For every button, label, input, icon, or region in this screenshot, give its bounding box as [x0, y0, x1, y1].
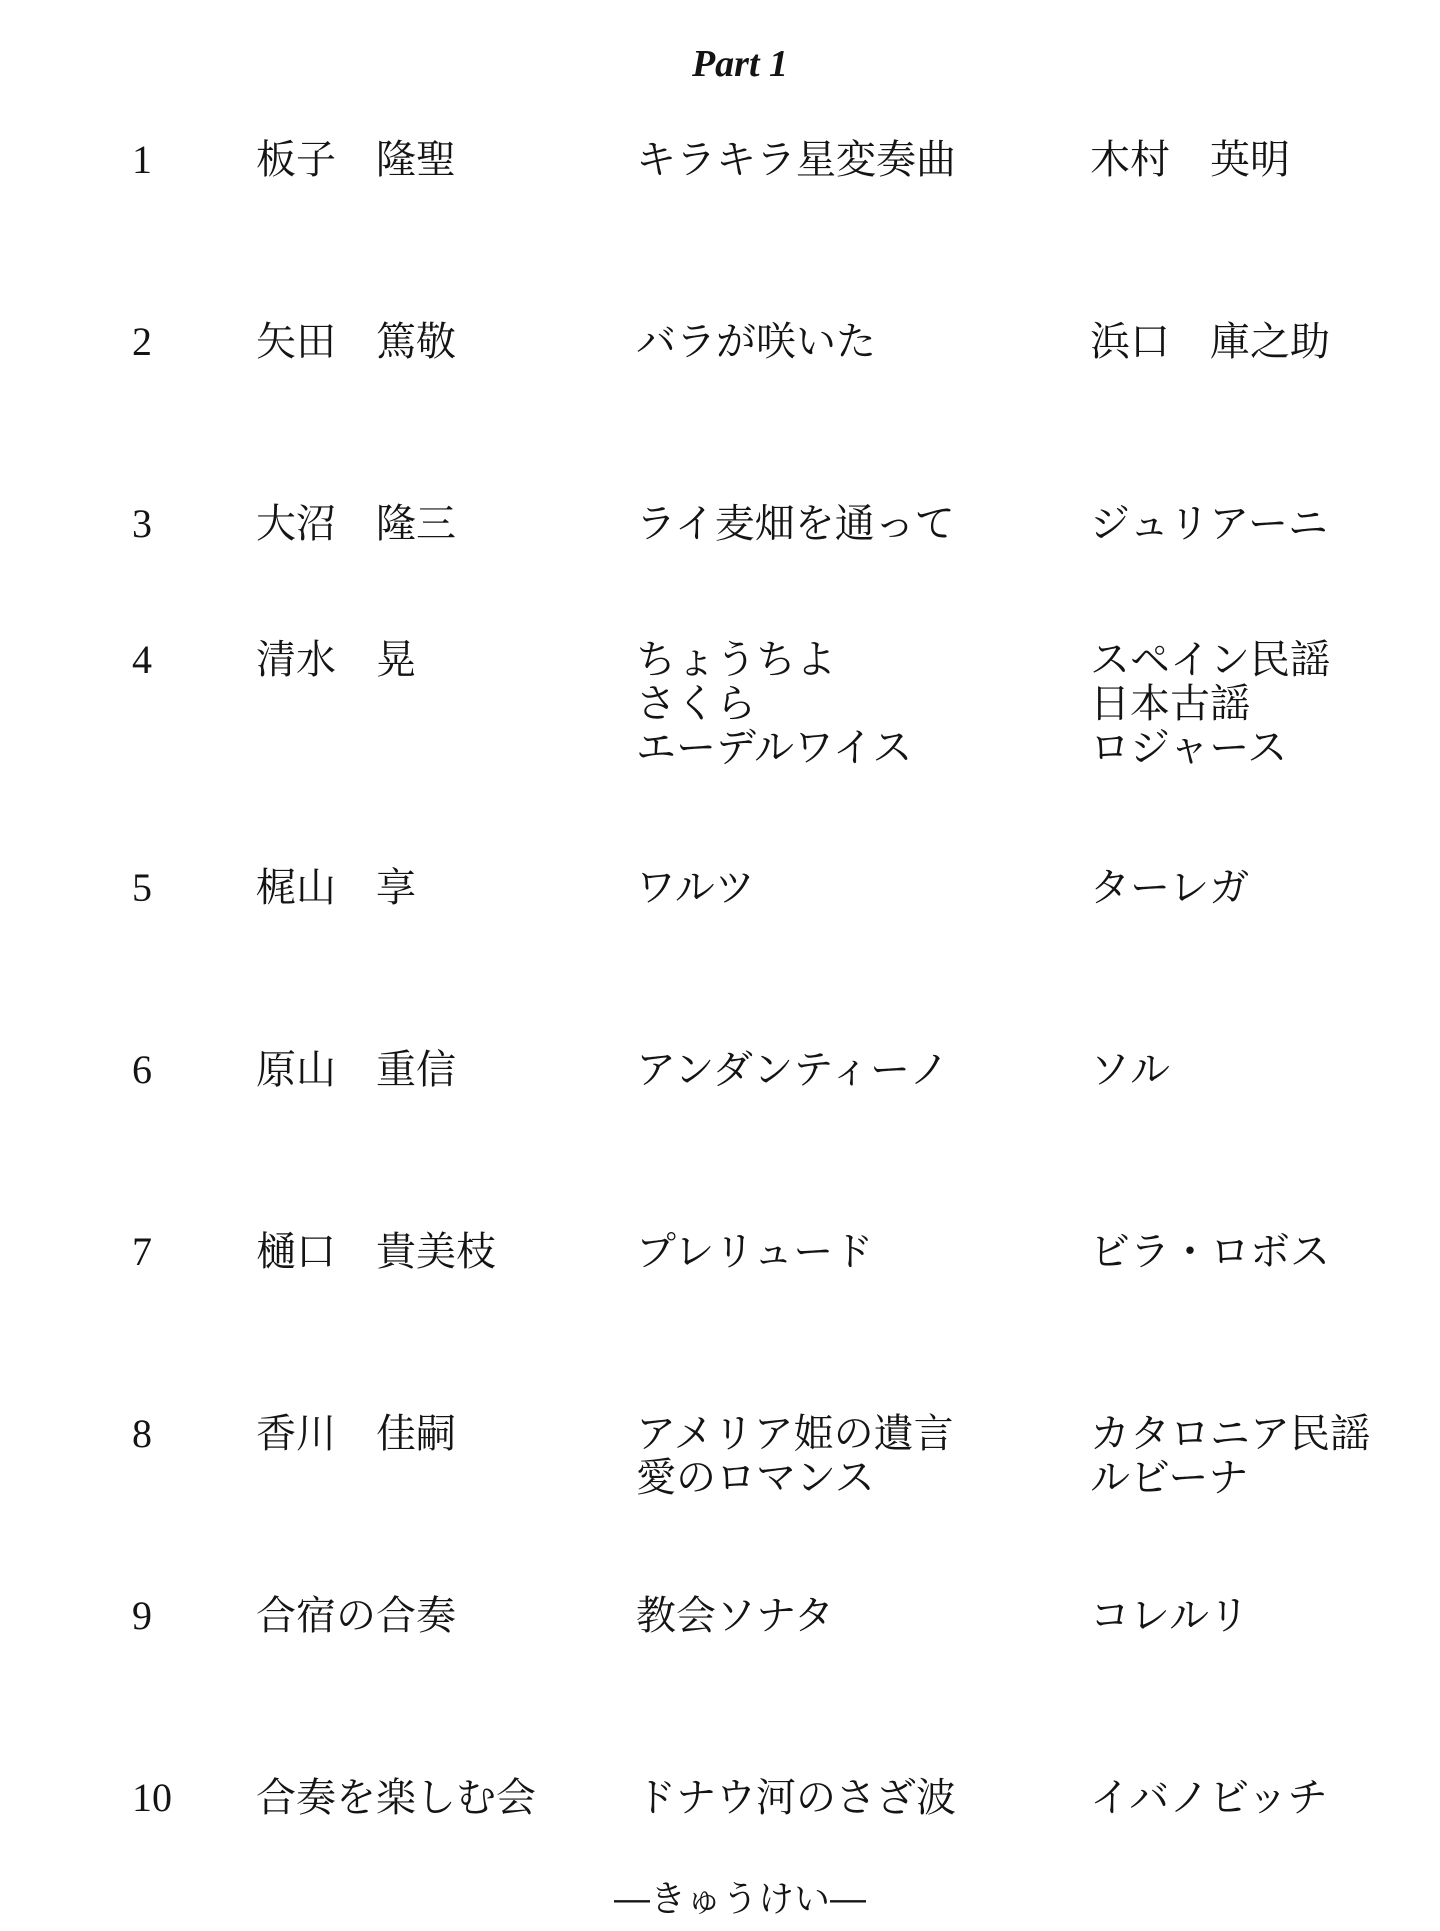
piece-title: ライ麦畑を通って: [636, 501, 955, 547]
piece-title: プレリュード: [636, 1229, 874, 1275]
piece-title: アンダンティーノ: [636, 1047, 950, 1093]
composer-name: イバノビッチ: [1090, 1775, 1328, 1821]
entry-number: 6: [132, 1047, 152, 1092]
piece-titles: [636, 1230, 873, 1274]
composer-names: [1090, 1412, 1370, 1500]
entry-number: 7: [132, 1229, 152, 1274]
piece-title: 教会ソナタ: [636, 1593, 834, 1639]
composer-names: [1090, 138, 1290, 182]
piece-title: キラキラ星変奏曲: [636, 137, 956, 183]
piece-titles: [636, 502, 955, 546]
entry-number: 5: [132, 865, 152, 910]
composer-names: [1090, 638, 1330, 770]
piece-titles: [636, 1594, 834, 1638]
piece-title: エーデルワイス: [636, 725, 913, 771]
composer-name: 浜口 庫之助: [1090, 319, 1330, 365]
piece-titles: [636, 1412, 954, 1500]
performer-name: 香川 佳嗣: [256, 1411, 456, 1457]
composer-names: [1090, 1594, 1249, 1638]
composer-name: ターレガ: [1090, 865, 1250, 911]
composer-name: 木村 英明: [1090, 137, 1290, 183]
composer-name: ジュリアーニ: [1090, 501, 1328, 547]
piece-titles: [636, 866, 755, 910]
entry-number: 4: [132, 637, 152, 682]
composer-name: ビラ・ロボス: [1090, 1229, 1330, 1275]
entry-number: 3: [132, 501, 152, 546]
composer-names: [1090, 502, 1328, 546]
piece-title: ドナウ河のさざ波: [636, 1775, 956, 1821]
piece-title: ワルツ: [636, 865, 755, 911]
entry-number: 10: [132, 1775, 172, 1820]
piece-title: アメリア姫の遺言: [636, 1411, 954, 1457]
piece-titles: [636, 638, 912, 770]
performer-name: 合奏を楽しむ会: [256, 1775, 536, 1821]
entry-number: 8: [132, 1411, 152, 1456]
intermission-label: ―きゅうけい―: [613, 1879, 866, 1920]
composer-names: [1090, 320, 1330, 364]
composer-name: ロジャース: [1090, 725, 1288, 771]
composer-names: [1090, 866, 1249, 910]
piece-titles: [636, 138, 956, 182]
entry-number: 1: [132, 137, 152, 182]
composer-names: [1090, 1048, 1170, 1092]
piece-title: バラが咲いた: [636, 319, 876, 365]
composer-name: ルビーナ: [1090, 1455, 1249, 1501]
performer-name: 矢田 篤敬: [256, 319, 456, 365]
composer-names: [1090, 1230, 1330, 1274]
entry-number: 9: [132, 1593, 152, 1638]
performer-name: 大沼 隆三: [256, 501, 456, 547]
composer-name: コレルリ: [1090, 1593, 1249, 1639]
composer-name: ソル: [1090, 1047, 1170, 1093]
piece-titles: [636, 1048, 949, 1092]
performer-name: 板子 隆聖: [256, 137, 456, 183]
piece-titles: [636, 1776, 956, 1820]
performer-name: 梶山 享: [256, 865, 416, 911]
piece-titles: [636, 320, 876, 364]
performer-name: 樋口 貴美枝: [256, 1229, 496, 1275]
composer-name: カタロニア民謡: [1090, 1411, 1370, 1457]
entry-number: 2: [132, 319, 152, 364]
performer-name: 清水 晃: [256, 637, 416, 683]
page-title: Part 1: [691, 43, 789, 85]
piece-title: 愛のロマンス: [636, 1455, 875, 1501]
piece-title: さくら: [636, 681, 756, 727]
performer-name: 合宿の合奏: [256, 1593, 456, 1639]
performer-name: 原山 重信: [256, 1047, 456, 1093]
composer-name: スペイン民謡: [1090, 637, 1330, 683]
composer-names: [1090, 1776, 1328, 1820]
composer-name: 日本古謡: [1090, 681, 1250, 727]
piece-title: ちょうちよ: [636, 637, 836, 683]
